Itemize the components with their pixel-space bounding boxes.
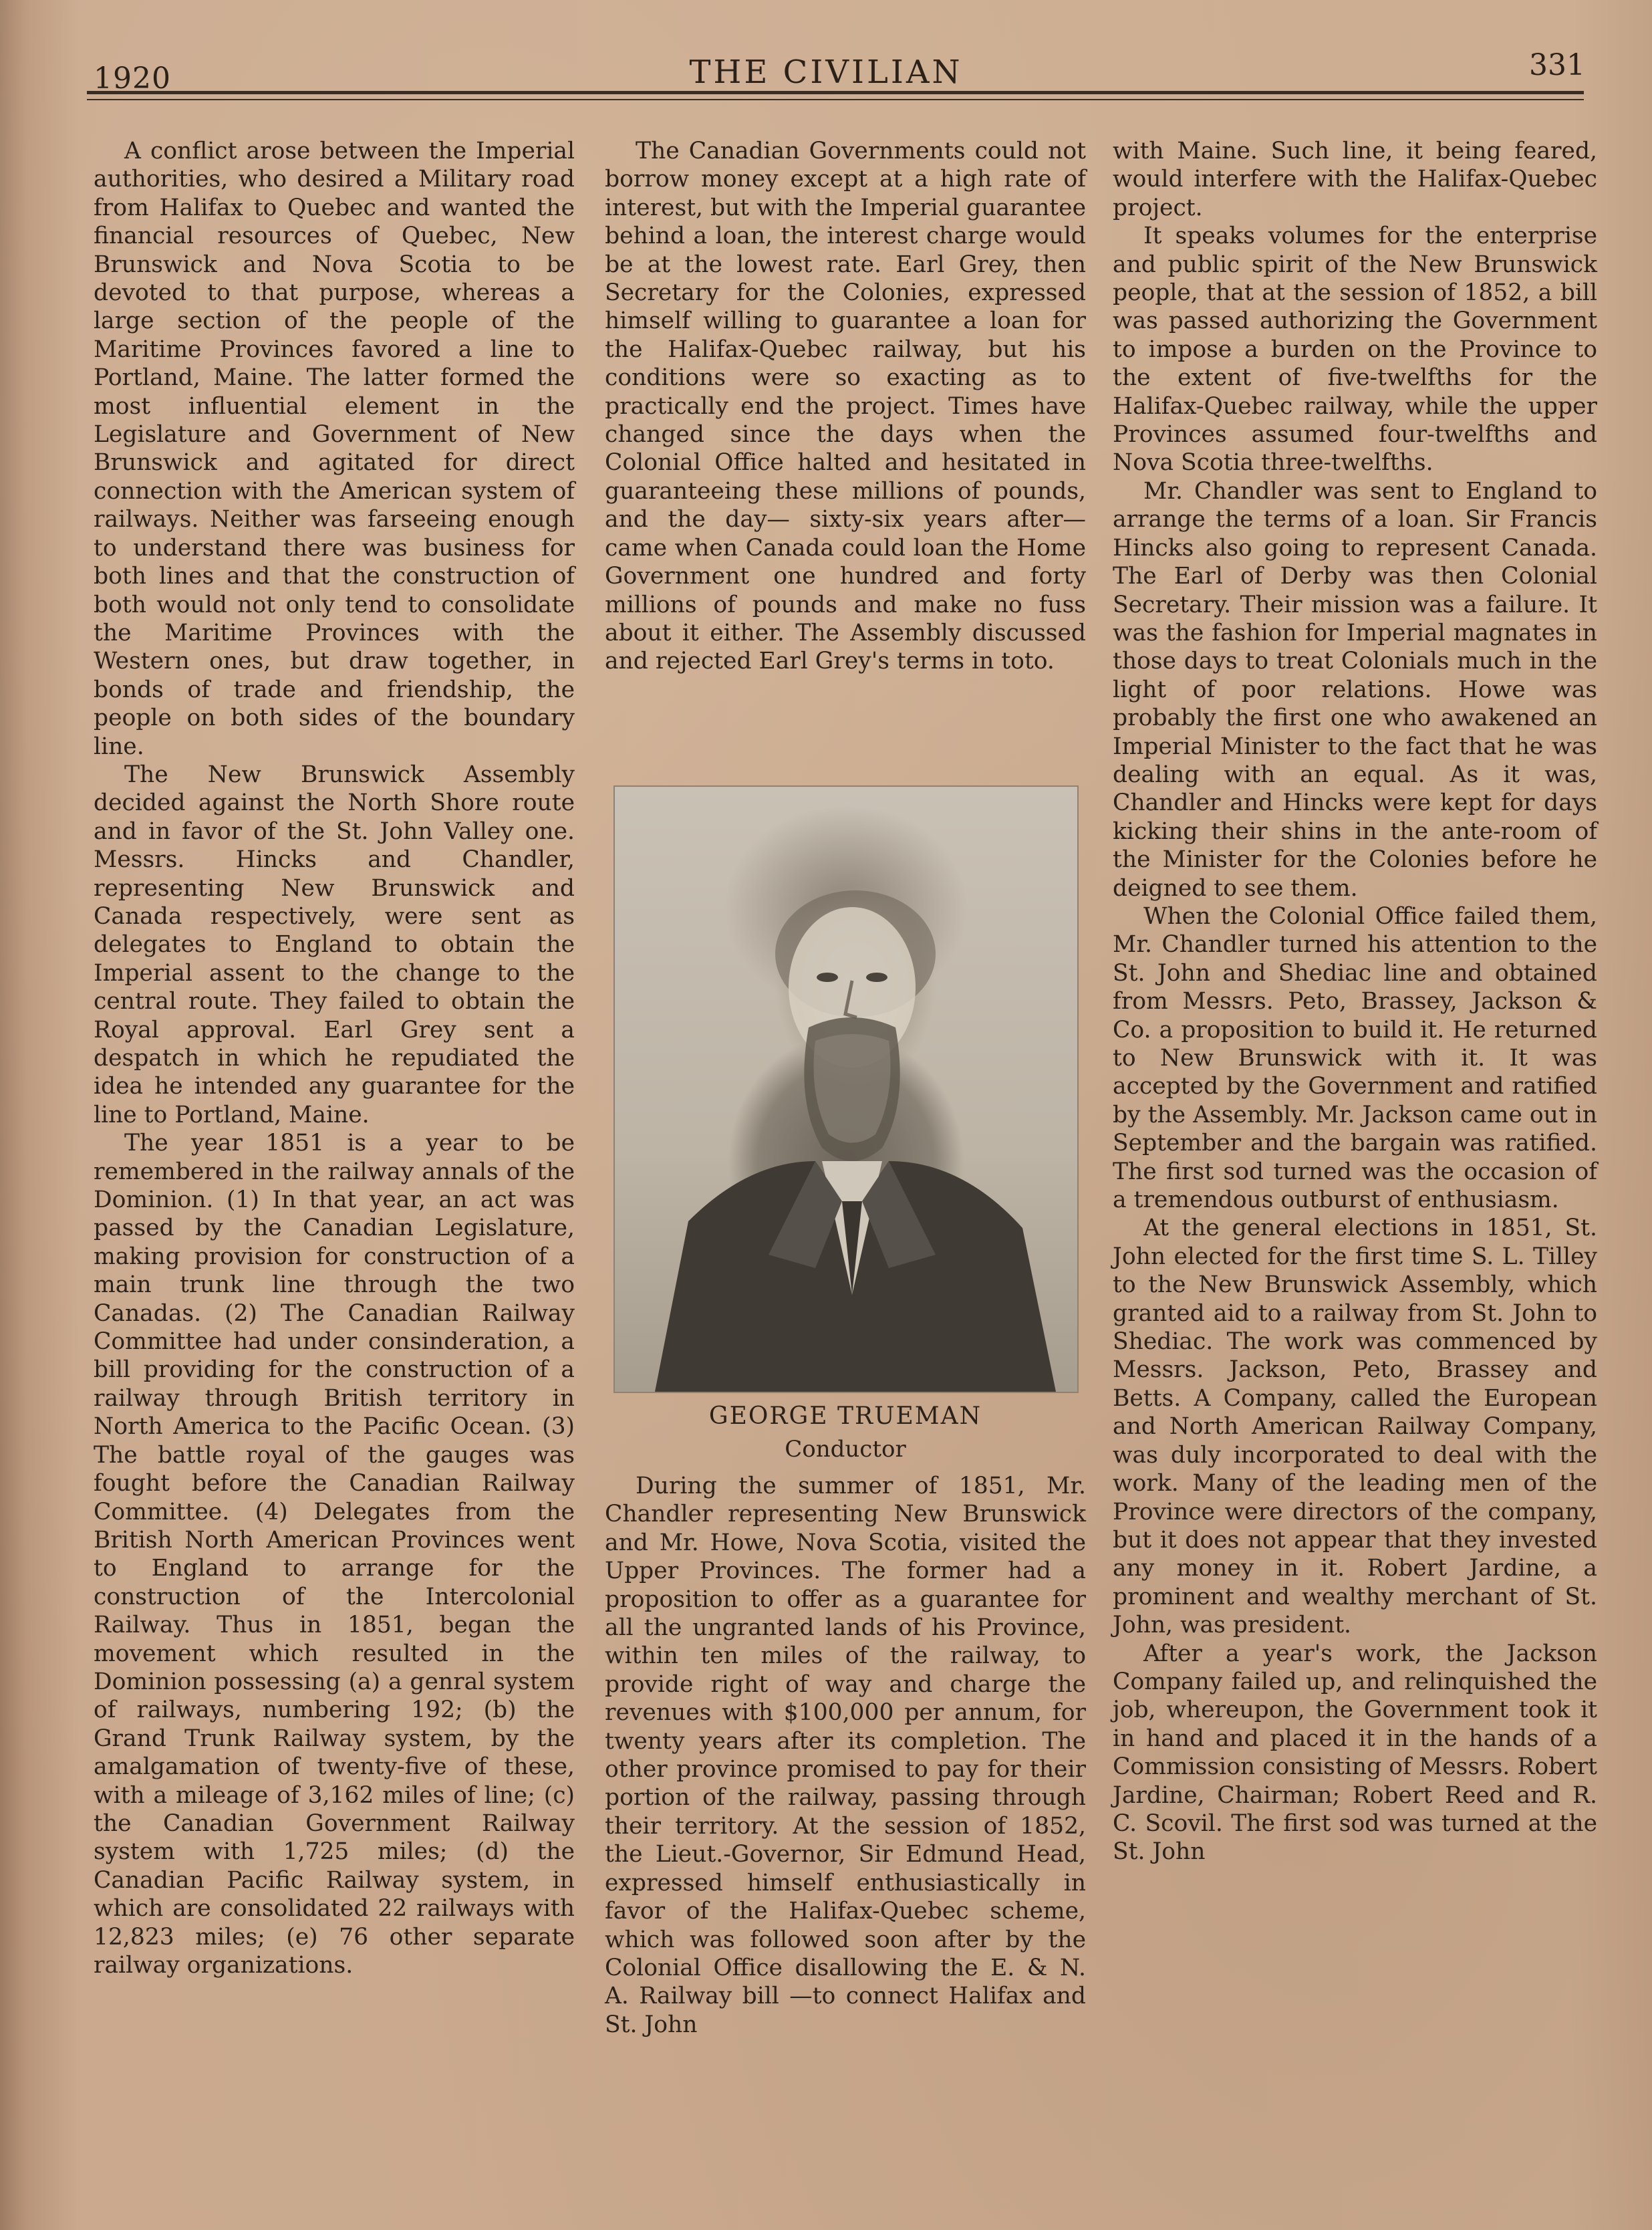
column-2-bottom [605, 1472, 1086, 2039]
paragraph: During the summer of 1851, Mr. Chandler representing New Brunswick and Mr. Howe, Nova Scotia, visited the Upper Provinces. The former had a proposition to offer as a guarantee for all the ungranted lands of his Province, within ten miles of the railway, to provide right of way and charge the revenues with $100,000 per annum, for twenty years after its completion. The other province promised to pay for their portion of the railway, passing through their territory. At the session of 1852, the Lieut.-Governor, Sir Edmund Head, expressed himself enthusiastically in favor of the Halifax-Quebec scheme, which was followed soon after by the Colonial Office disallowing the E. & N. A. Railway bill —to connect Halifax and St. John [605, 1473, 1086, 2038]
paragraph-continued: with Maine. Such line, it being feared, would interfere with the Halifax-Quebec project. [1113, 138, 1597, 221]
column-3 [1113, 137, 1597, 1866]
header-title: THE CIVILIAN [689, 53, 963, 91]
header-rule-thick [87, 91, 1584, 94]
header-rule-thin [87, 99, 1584, 100]
portrait-image [615, 787, 1077, 1392]
paragraph: A conflict arose between the Imperial authorities, who desired a Military road from Halifax to Quebec and wanted the financial resources of Quebec, New Brunswick and Nova Scotia to be devoted to that purpose, whereas a large section of the people of the Maritime Provinces favored a line to Portland, Maine. The latter formed the most influential element in the Legislature and Government of New Brunswick and agitated for direct connection with the American system of railways. Neither was farseeing enough to understand there was business for both lines and that the construction of both would not only tend to consolidate the Maritime Provinces with the Western ones, but draw together, in bonds of trade and friendship, the people on both sides of the boundary line. [94, 138, 575, 760]
paragraph: The year 1851 is a year to be remembered in the railway annals of the Dominion. (1) In that year, an act was passed by the Canadian Legislature, making provision for construction of a main trunk line through the two Canadas. (2) The Canadian Railway Committee had under consinderation, a bill providing for the construction of a railway through British territory in North America to the Pacific Ocean. (3) The battle royal of the gauges was fought before the Canadian Railway Committee. (4) Delegates from the British North American Provinces went to England to arrange for the construction of the Intercolonial Railway. Thus in 1851, began the movement which resulted in the Dominion possessing (a) a genral system of railways, numbering 192; (b) the Grand Trunk Railway system, by the amalgamation of twenty-five of these, with a mileage of 3,162 miles of line; (c) the Canadian Government Railway system with 1,725 miles; (d) the Canadian Pacific Railway system, in which are consolidated 22 railways with 12,823 miles; (e) 76 other separate railway organizations. [94, 1130, 575, 1979]
header-page-number: 331 [1529, 48, 1585, 82]
photo-caption-name: GEORGE TRUEMAN [708, 1402, 982, 1430]
paragraph: After a year's work, the Jackson Company failed up, and relinquished the job, whereupon, the Government took it in hand and placed it in the hands of a Commission consisting of Messrs. Robert Jardine, Chairman; Robert Reed and R. C. Scovil. The first sod was turned at the St. John [1113, 1640, 1597, 1866]
paragraph: It speaks volumes for the enterprise and public spirit of the New Brunswick people, that at the session of 1852, a bill was passed authorizing the Government to impose a burden on the Province to the extent of five-twelfths for the Halifax-Quebec railway, while the upper Provinces assumed four-twelfths and Nova Scotia three-twelfths. [1113, 223, 1597, 477]
paragraph: Mr. Chandler was sent to England to arrange the terms of a loan. Sir Francis Hincks also going to represent Canada. The Earl of Derby was then Colonial Secretary. Their mission was a failure. It was the fashion for Imperial magnates in those days to treat Colonials much in the light of poor relations. Howe was probably the first one who awakened an Imperial Minister to the fact that he was dealing with an equal. As it was, Chandler and Hincks were kept for days kicking their shins in the ante-room of the Minister for the Colonies before he deigned to see them. [1113, 477, 1597, 902]
paragraph: The Canadian Governments could not borrow money except at a high rate of interest, but with the Imperial guarantee behind a loan, the interest charge would be at the lowest rate. Earl Grey, then Secretary for the Colonies, expressed himself willing to guarantee a loan for the Halifax-Quebec railway, but his conditions were so exacting as to practically end the project. Times have changed since the days when the Colonial Office halted and hesitated in guaranteeing these millions of pounds, and the day— sixty-six years after—came when Canada could loan the Home Government one hundred and forty millions of pounds and make no fuss about it either. The Assembly discussed and rejected Earl Grey's terms in toto. [605, 138, 1086, 675]
column-1 [94, 137, 575, 1979]
paragraph: When the Colonial Office failed them, Mr. Chandler turned his attention to the St. John and Shediac line and obtained from Messrs. Peto, Brassey, Jackson & Co. a proposition to build it. He returned to New Brunswick with it. It was accepted by the Government and ratified by the Assembly. Mr. Jackson came out in September and the bargain was ratified. The first sod turned was the occasion of a tremendous outburst of enthusiasm. [1113, 902, 1597, 1214]
header-year: 1920 [94, 61, 171, 96]
paragraph: The New Brunswick Assembly decided against the North Shore route and in favor of the St. John Valley one. Messrs. Hincks and Chandler, representing New Brunswick and Canada respectively, were sent as delegates to England to obtain the Imperial assent to the change to the central route. They failed to obtain the Royal approval. Earl Grey sent a despatch in which he repudiated the idea he intended any guarantee for the line to Portland, Maine. [94, 761, 575, 1128]
paragraph: At the general elections in 1851, St. John elected for the first time S. L. Tilley to the New Brunswick Assembly, which granted aid to a railway from St. John to Shediac. The work was commenced by Messrs. Jackson, Peto, Brassey and Betts. A Company, called the European and North American Railway Company, was duly incorporated to deal with the work. Many of the leading men of the Province were directors of the company, but it does not appear that they invested any money in it. Robert Jardine, a prominent and wealthy merchant of St. John, was president. [1113, 1215, 1597, 1639]
portrait-photo [613, 785, 1079, 1393]
photo-caption-role: Conductor [785, 1436, 906, 1463]
column-2-top [605, 137, 1086, 676]
